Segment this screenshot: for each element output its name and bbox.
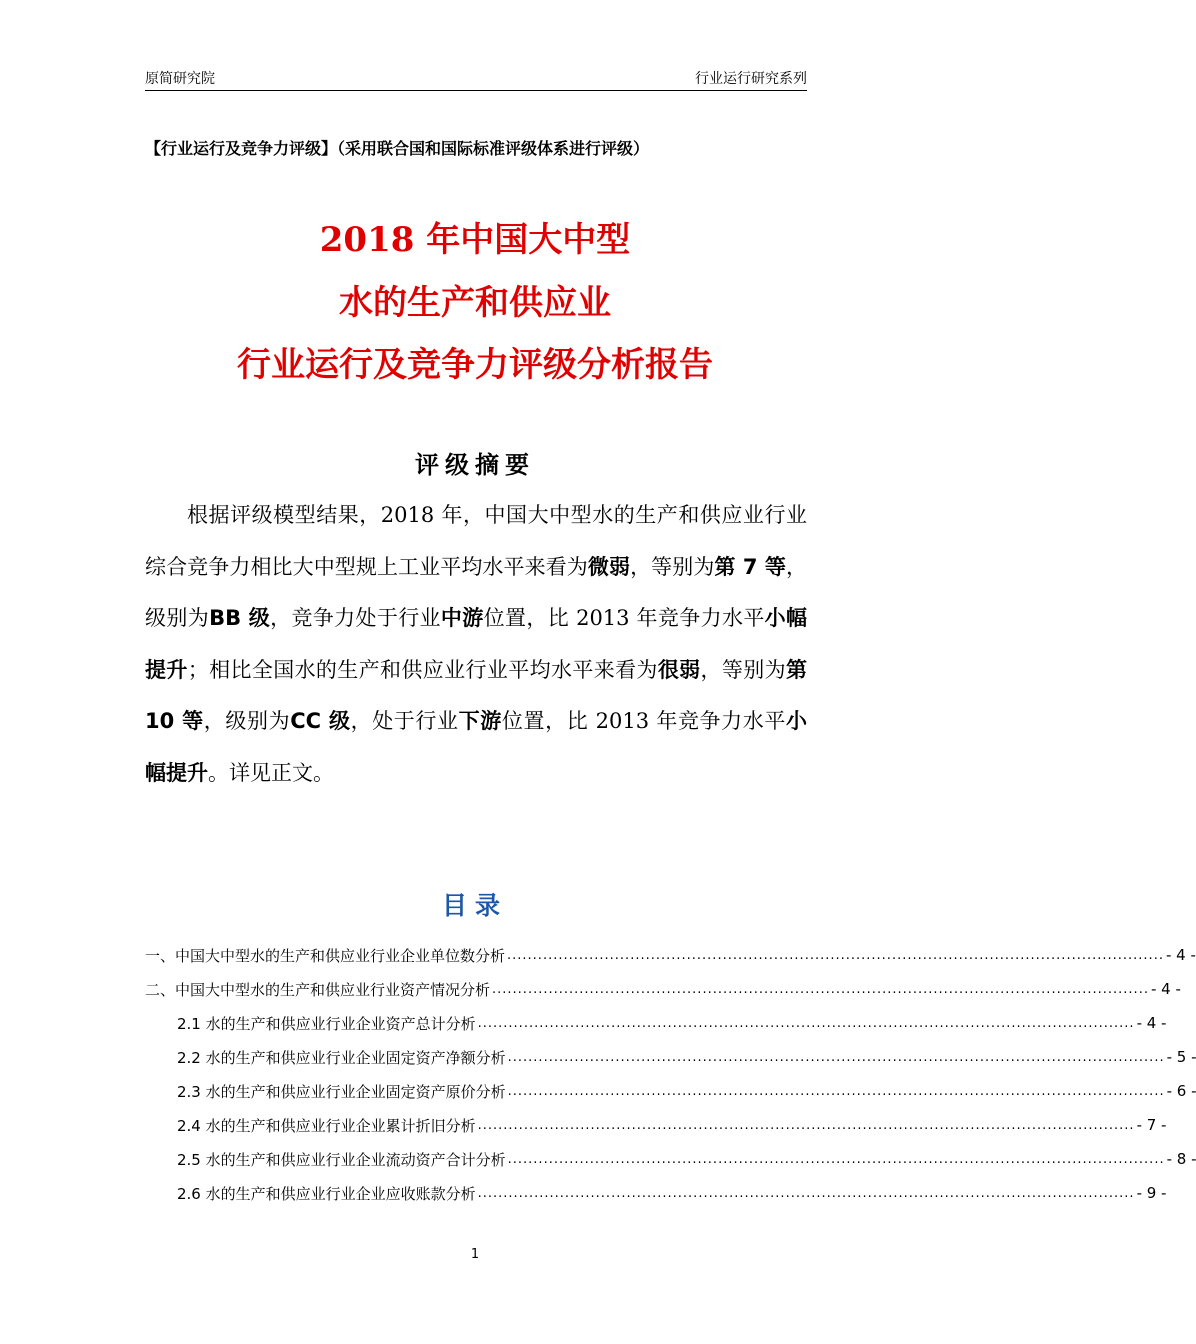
summary-text: ；相比全国水的生产和供应业行业平均水平来看为 [187,657,658,682]
toc-item-page: - 6 - [1166,1082,1196,1100]
toc-item[interactable] [145,1176,1167,1210]
summary-text: ，处于行业 [350,709,459,733]
summary-text: ，级别为 [203,709,291,733]
toc-leader: ................................................................................................................................ [507,947,1164,963]
summary-emphasis: 第 7 等 [714,554,787,579]
report-title-line-2: 水的生产和供应业 [339,283,611,323]
toc-leader: ................................................................................................................................ [507,1049,1165,1065]
toc-leader: ................................................................................................................................ [477,1015,1135,1031]
header-series: 行业运行研究系列 [695,71,807,87]
toc-item-title: 2.3 水的生产和供应业行业企业固定资产原价分析 [177,1082,506,1101]
summary-emphasis: 小幅提升 [145,709,808,785]
summary-text: 。详见正文。 [208,760,334,785]
toc-item-page: - 4 - [1150,980,1181,998]
summary-text: 位置，比 2013 年竞争力水平 [483,606,765,630]
summary-text: ，竞争力处于行业 [270,606,441,630]
toc-item-title: 2.2 水的生产和供应业行业企业固定资产净额分析 [177,1048,506,1067]
toc-item-title: 一、中国大中型水的生产和供应业行业企业单位数分析 [145,946,506,965]
toc-item-title: 2.1 水的生产和供应业行业企业资产总计分析 [177,1014,476,1033]
page-number: 1 [470,1247,480,1262]
summary-text: ，等别为 [630,554,715,579]
toc-item-page: - 7 - [1136,1116,1167,1134]
rating-tag: 【行业运行及竞争力评级】（采用联合国和国际标准评级体系进行评级） [145,139,650,158]
toc-item[interactable] [145,1040,1196,1074]
summary-emphasis: 微弱 [587,554,631,579]
toc-item-page: - 4 - [1165,946,1196,964]
toc-item-title: 2.6 水的生产和供应业行业企业应收账款分析 [177,1184,476,1203]
toc-item-page: - 8 - [1166,1150,1196,1168]
toc-item-title: 2.4 水的生产和供应业行业企业累计折旧分析 [177,1116,476,1135]
summary-emphasis: BB 级 [209,606,271,630]
report-title-line-1: 2018 年中国大中型 [319,220,631,260]
page-header [145,64,807,91]
toc-item[interactable] [145,1006,1167,1040]
summary-emphasis: 很弱 [657,657,701,682]
summary-emphasis: 中游 [440,606,484,630]
summary-emphasis: 第 10 等 [145,657,808,733]
summary-text: ，等别为 [700,657,787,682]
summary-emphasis: CC 级 [290,709,351,733]
report-title-line-3: 行业运行及竞争力评级分析报告 [237,345,713,385]
toc-leader: ................................................................................................................................ [477,1185,1135,1201]
toc-heading: 目录 [441,891,508,920]
toc-item-title: 2.5 水的生产和供应业行业企业流动资产合计分析 [177,1150,506,1169]
summary-text: 位置，比 2013 年竞争力水平 [501,709,787,733]
toc-leader: ................................................................................................................................ [477,1117,1135,1133]
toc-item[interactable] [145,938,1196,972]
toc-item-page: - 4 - [1136,1014,1167,1032]
toc-item-title: 二、中国大中型水的生产和供应业行业资产情况分析 [145,980,491,999]
summary-text: ，级别为 [145,554,808,630]
summary-paragraph [145,490,807,799]
toc-leader: ................................................................................................................................ [507,1083,1165,1099]
toc-leader: ................................................................................................................................ [492,981,1149,997]
summary-emphasis: 下游 [458,709,502,733]
toc-item-page: - 5 - [1166,1048,1196,1066]
toc-item-page: - 9 - [1136,1184,1167,1202]
toc-leader: ................................................................................................................................ [507,1151,1165,1167]
table-of-contents [145,938,1196,1210]
summary-emphasis: 小幅提升 [145,606,808,682]
summary-heading: 评级摘要 [415,451,535,479]
header-publisher: 原简研究院 [145,71,215,87]
toc-item[interactable] [145,1142,1196,1176]
toc-item[interactable] [145,1074,1196,1108]
summary-text: 根据评级模型结果，2018 年，中国大中型水的生产和供应业行业综合竞争力相比大中型规上工业平均水平来看为 [145,503,807,579]
toc-item[interactable] [145,1108,1167,1142]
toc-item[interactable] [145,972,1181,1006]
